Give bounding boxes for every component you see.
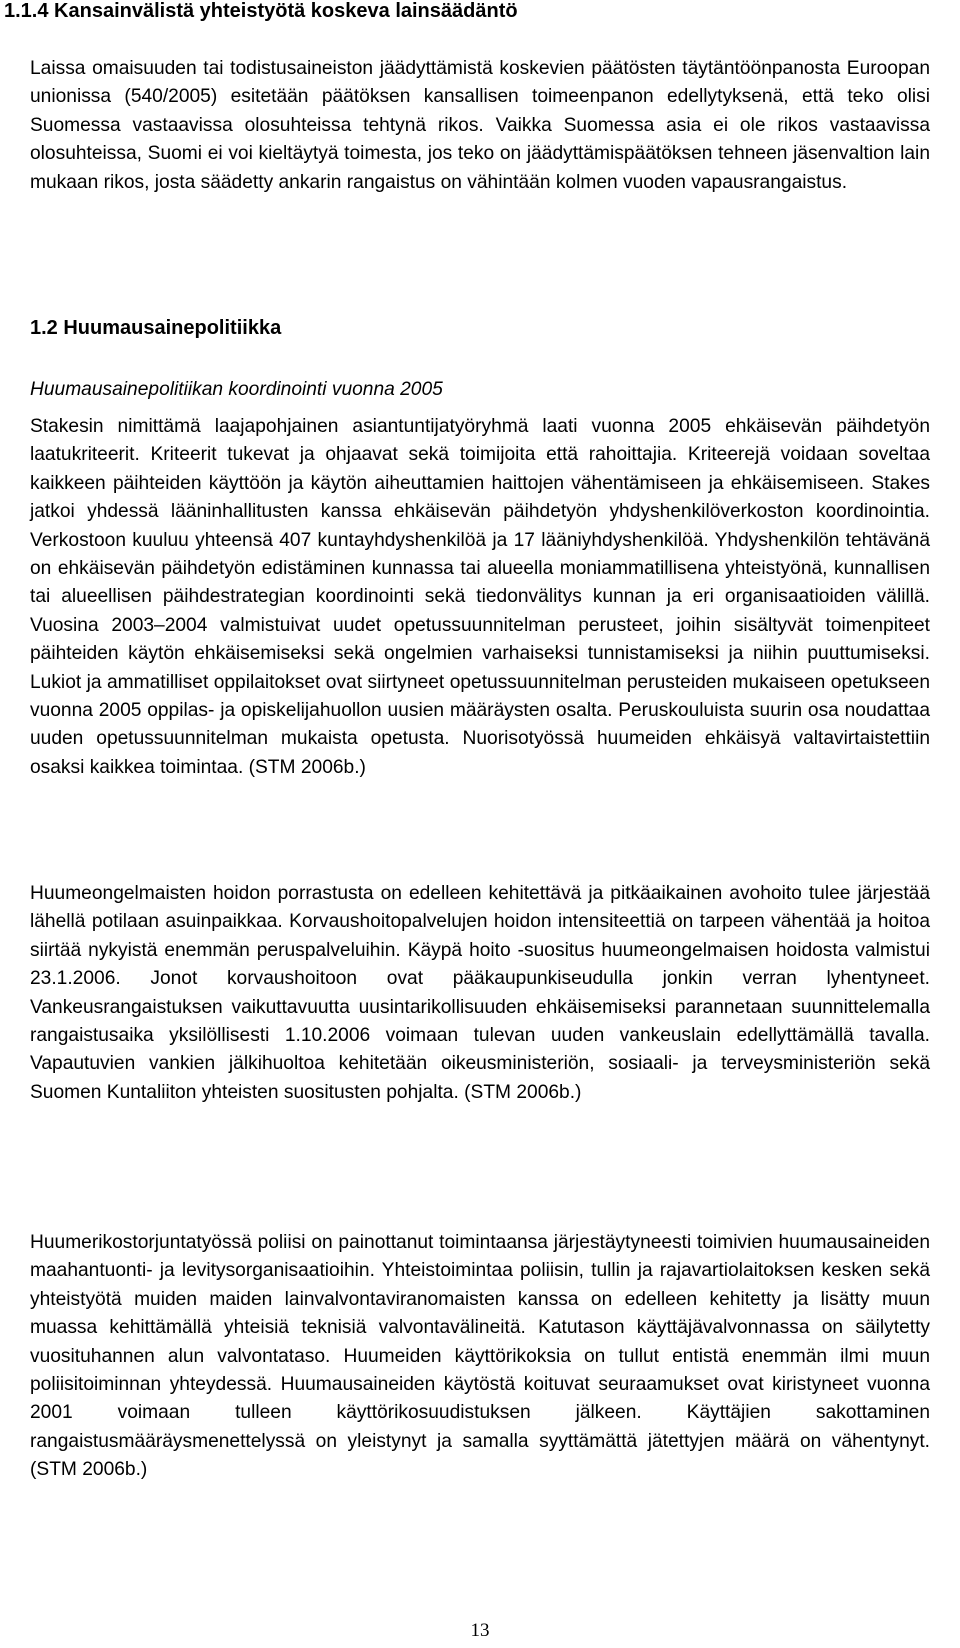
- paragraph-jaadyttamispaatos: Laissa omaisuuden tai todistusaineiston jäädyttämistä koskevien päätösten täytäntöönpanosta Euroopan unionissa (540/2005) esitetään päätöksen kansallisen toimeenpanon edellytyksenä, että teko olisi Suomessa vastaavissa olosuhteissa tehtynä rikos. Vaikka Suomessa asia ei ole rikos vastaavissa olosuhteissa, Suomi ei voi kieltäytyä toimesta, jos teko on jäädyttämispäätöksen tehneen jäsenvaltion lain mukaan rikos, josta säädetty ankarin rangaistus on vähintään kolmen vuoden vapausrangaistus.: [30, 58, 930, 193]
- paragraph-hoito: Huumeongelmaisten hoidon porrastusta on edelleen kehitettävä ja pitkäaikainen avohoito tulee järjestää lähellä potilaan asuinpaikkaa. Korvaushoitopalvelujen hoidon intensiteettiä on tarpeen vähentää ja hoitoa siirtää nykyistä enemmän peruspalveluihin. Käypä hoito -suositus huumeongelmaisen hoidosta valmistui 23.1.2006. Jonot korvaushoitoon ovat pääkaupunkiseudulla jonkin verran lyhentyneet. Vankeusrangaistuksen vaikuttavuutta uusintarikollisuuden ehkäisemiseksi parannetaan suunnittelemalla rangaistusaika yksilöllisesti 1.10.2006 voimaan tulevan uuden vankeuslain edellyttämällä tavalla. Vapautuvien vankien jälkihuoltoa kehitetään oikeusministeriön, sosiaali- ja terveysministeriön sekä Suomen Kuntaliiton yhteisten suositusten pohjalta. (STM 2006b.): [30, 883, 930, 1103]
- page-number: 13: [470, 1620, 490, 1641]
- paragraph-rikostorjunta: Huumerikostorjuntatyössä poliisi on painottanut toimintaansa järjestäytyneesti toimivien huumausaineiden maahantuonti- ja levitysorganisaatioihin. Yhteistoimintaa poliisin, tullin ja rajavartiolaitoksen kesken sekä yhteistyötä muiden maiden lainvalvontaviranomaisten kanssa on edelleen kehitetty ja lisätty muun muassa kehittämällä yhteisiä teknisiä valvontavälineitä. Katutason käyttäjävalvonnassa on säilytetty vuosituhannen alun valvontataso. Huumeiden käyttörikoksia on tullut entistä enemmän ilmi muun poliisitoiminnan yhteydessä. Huumausaineiden käytöstä koituvat seuraamukset ovat kiristyneet vuonna 2001 voimaan tulleen käyttörikosuudistuksen jälkeen. Käyttäjien sakottaminen rangaistusmääräysmenettelyssä on yleistynyt ja samalla syyttämättä jätettyjen määrä on vähentynyt. (STM 2006b.): [30, 1232, 930, 1481]
- section-heading: 1.1.4 Kansainvälistä yhteistyötä koskeva lainsäädäntö: [4, 0, 518, 22]
- chapter-heading: 1.2 Huumausainepolitiikka: [30, 317, 282, 339]
- paragraph-koordinointi: Stakesin nimittämä laajapohjainen asiantuntijatyöryhmä laati vuonna 2005 ehkäisevän päihdetyön laatukriteerit. Kriteerit tukevat ja ohjaavat sekä toimijoita että rahoittajia. Kriteerejä voidaan soveltaa kaikkeen päihteiden käyttöön ja käytön aiheuttamien haittojen vähentämiseen ja ehkäisemiseen. Stakes jatkoi yhdessä lääninhallitusten kanssa ehkäisevän päihdetyön yhdyshenkilöverkoston koordinointia. Verkostoon kuuluu yhteensä 407 kuntayhdyshenkilöä ja 17 lääniyhdyshenkilöä. Yhdyshenkilön tehtävänä on ehkäisevän päihdetyön edistäminen kunnassa tai alueella moniammatillisena yhteistyönä, kunnallisen tai alueellisen päihdestrategian koordinointi sekä tiedonvälitys kunnan ja eri organisaatioiden välillä. Vuosina 2003–2004 valmistuivat uudet opetussuunnitelman perusteet, joihin sisältyvät toimenpiteet päihteiden käytön ehkäisemiseksi sekä ongelmien varhaiseksi tunnistamiseksi ja niihin puuttumiseksi. Lukiot ja ammatilliset oppilaitokset ovat siirtyneet opetussuunnitelman perusteiden mukaiseen opetukseen vuonna 2005 oppilas- ja opiskelijahuollon uusien määräysten osalta. Peruskouluista suurin osa noudattaa uuden opetussuunnitelman mukaista opetusta. Nuorisotyössä huumeiden ehkäisyä valtavirtaistettiin osaksi kaikkea toimintaa. (STM 2006b.): [30, 416, 930, 778]
- sub-heading: Huumausainepolitiikan koordinointi vuonna 2005: [30, 379, 443, 400]
